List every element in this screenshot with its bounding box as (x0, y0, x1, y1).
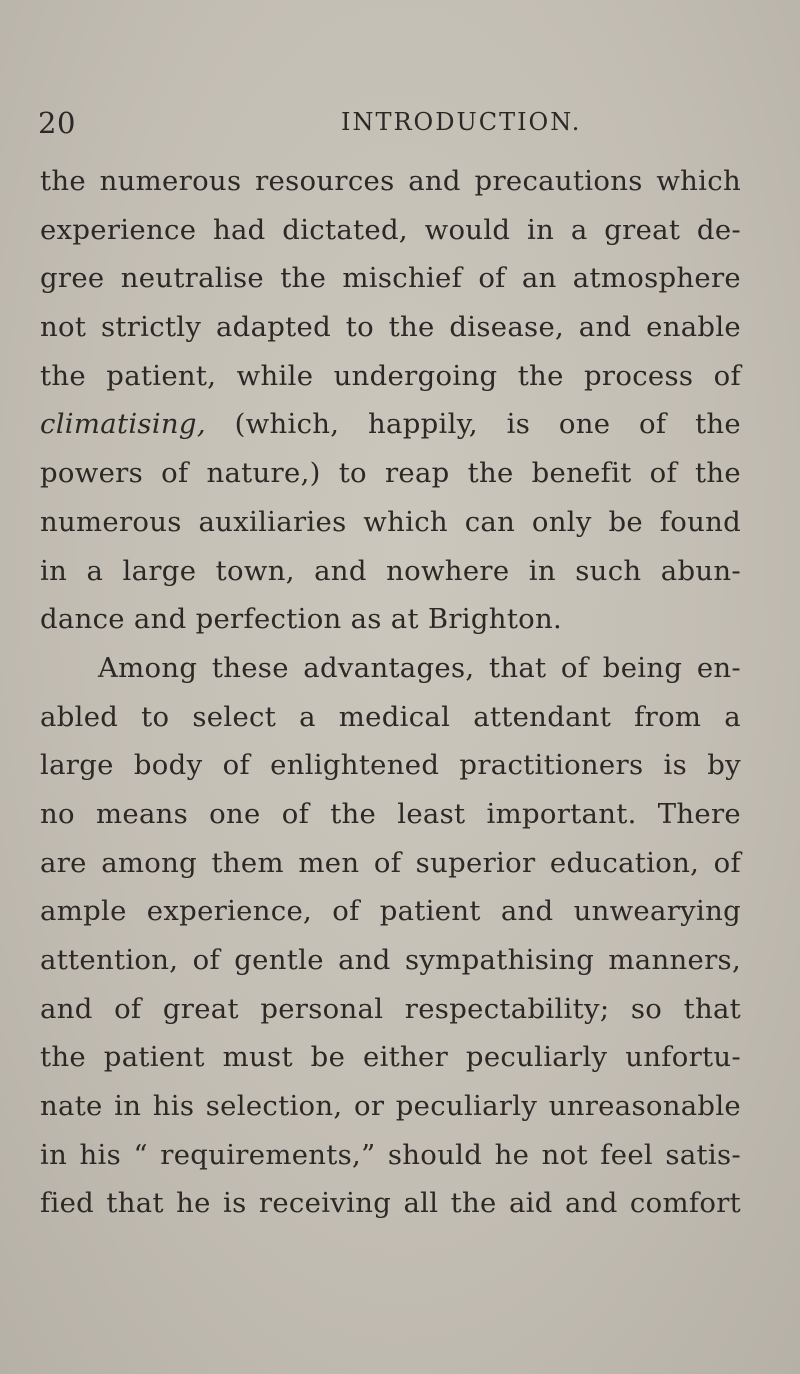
text-line: are among them men of superior education, of (40, 846, 741, 879)
text-line (40, 400, 741, 449)
text-line: experience had dictated, would in a great de- (40, 213, 741, 246)
running-title: INTRODUCTION. (341, 108, 582, 136)
text-line: in a large town, and nowhere in such abun- (40, 554, 741, 587)
text-line: and of great personal respectability; so that (40, 992, 741, 1025)
page-header (38, 106, 758, 146)
text-line: ample experience, of patient and unwearying (40, 895, 741, 928)
text-line: numerous auxiliaries which can only be found (40, 505, 741, 538)
text-line: gree neutralise the mischief of an atmosphere (40, 262, 741, 295)
italic-word: climatising, (40, 408, 206, 441)
text-line: not strictly adapted to the disease, and enable (40, 311, 741, 344)
text-line: powers of nature,) to reap the benefit of the (40, 457, 741, 490)
text-line: the patient, while undergoing the process of (40, 359, 741, 392)
text-line: abled to select a medical attendant from a (40, 700, 741, 733)
body-text (40, 157, 741, 1228)
text-line: fied that he is receiving all the aid and comfort (40, 1187, 741, 1220)
text-line: the patient must be either peculiarly unfortu- (40, 1041, 741, 1074)
text-line: no means one of the least important. There (40, 797, 741, 830)
text-line: dance and perfection as at Brighton. (40, 603, 563, 636)
text-line-rest: (which, happily, is one of the (234, 408, 741, 441)
text-line: the numerous resources and precautions which (40, 165, 741, 197)
text-line: Among these advantages, that of being en- (98, 651, 741, 684)
text-line: attention, of gentle and sympathising manners, (40, 944, 741, 976)
text-line: large body of enlightened practitioners is by (40, 749, 741, 782)
text-line: in his “ requirements,” should he not feel satis- (40, 1138, 741, 1171)
text-line: nate in his selection, or peculiarly unreasonable (40, 1090, 741, 1123)
page-number: 20 (38, 106, 76, 140)
